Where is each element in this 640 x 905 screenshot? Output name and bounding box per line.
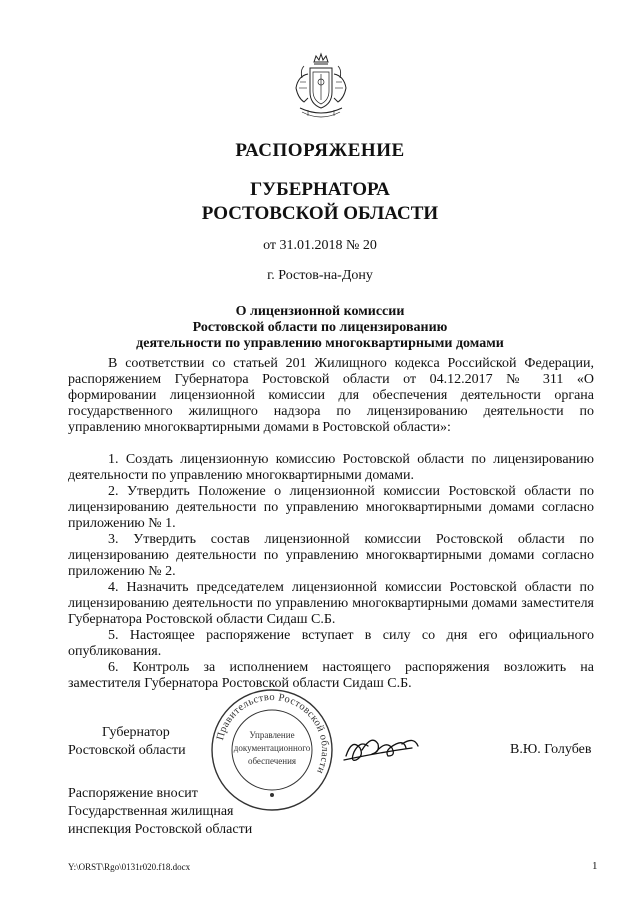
issuer-line-1: ГУБЕРНАТОРА [250, 179, 390, 200]
seal-inner-line-1: Управление [249, 730, 295, 740]
seal-inner-line-2: документационного [233, 743, 311, 753]
preamble-section [68, 356, 594, 436]
resolution-items [68, 452, 594, 692]
submitted-by-line-1: Распоряжение вносит [68, 786, 198, 801]
signatory-title [68, 724, 186, 760]
issuer-line-2: РОСТОВСКОЙ ОБЛАСТИ [201, 203, 439, 224]
page-number: 1 [592, 860, 598, 872]
submitted-by-note [68, 785, 252, 839]
subject-line-3: деятельности по управлению многоквартирными домами [136, 336, 504, 351]
document-type: РАСПОРЯЖЕНИЕ [235, 140, 405, 161]
seal-inner-line-3: обеспечения [247, 756, 297, 766]
signatory-title-line-1: Губернатор [102, 725, 170, 740]
signatory-name: В.Ю. Голубев [510, 742, 592, 757]
footer-file-path: Y:\ORST\Rgo\0131r020.f18.docx [68, 862, 191, 872]
document-subject [0, 304, 640, 352]
coat-of-arms-icon [290, 52, 352, 124]
resolution-item: 3. Утвердить состав лицензионной комиссии Ростовской области по лицензированию деятельности по управлению многоквартирными домами согласно приложению № 2. [68, 532, 594, 579]
document-city: г. Ростов-на-Дону [267, 268, 373, 283]
subject-line-2: Ростовской области по лицензированию [192, 320, 448, 335]
document-date-number: от 31.01.2018 № 20 [263, 238, 377, 253]
signatory-title-line-2: Ростовской области [68, 743, 186, 758]
handwritten-signature-icon [342, 726, 444, 770]
resolution-item: 2. Утвердить Положение о лицензионной комиссии Ростовской области по лицензированию деятельности по управлению многоквартирными домами согласно приложению № 1. [68, 484, 594, 531]
preamble-paragraph: В соответствии со статьей 201 Жилищного кодекса Российской Федерации, распоряжением Губернатора Ростовской области от 04.12.2017 № 311 «О формировании лицензионной комиссии для обеспечения деятельности органа государственного жилищного надзора по лицензированию деятельности по управлению многоквартирными домами в Ростовской области»: [68, 356, 594, 435]
resolution-item: 6. Контроль за исполнением настоящего распоряжения возложить на заместителя Губернатора Ростовской области Сидаш С.Б. [68, 660, 594, 691]
seal-outer-text: Правительство Ростовской области [215, 691, 331, 776]
resolution-item: 1. Создать лицензионную комиссию Ростовской области по лицензированию деятельности по управлению многоквартирными домами. [68, 452, 594, 483]
submitted-by-line-3: инспекция Ростовской области [68, 822, 253, 837]
submitted-by-line-2: Государственная жилищная [68, 804, 234, 819]
resolution-item: 5. Настоящее распоряжение вступает в силу со дня его официального опубликования. [68, 628, 594, 659]
resolution-item: 4. Назначить председателем лицензионной комиссии Ростовской области по лицензированию деятельности по управлению многоквартирными домами заместителя Губернатора Ростовской области Сидаш С.Б. [68, 580, 594, 627]
subject-line-1: О лицензионной комиссии [235, 304, 405, 319]
issuer [0, 178, 640, 226]
